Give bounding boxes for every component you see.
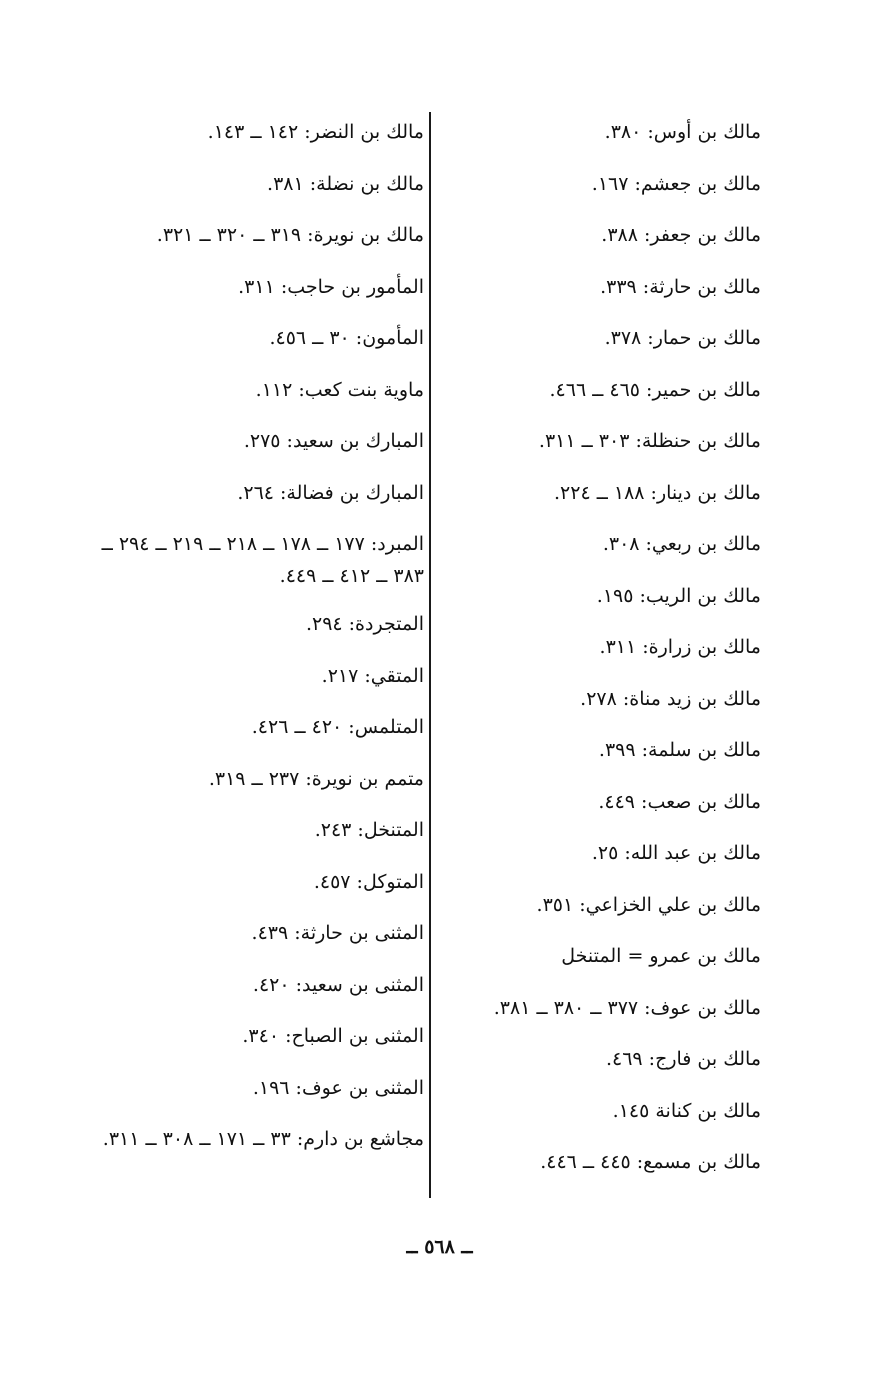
index-entry: المأمون: ٣٠ ــ ٤٥٦.: [269, 327, 424, 349]
index-entry: المتقي: ٢١٧.: [321, 664, 424, 687]
index-entry: المثنى بن سعيد: ٤٢٠.: [252, 973, 424, 996]
index-entry: مالك بن نويرة: ٣١٩ ــ ٣٢٠ ــ ٣٢١.: [156, 224, 424, 246]
index-entry: المبارك بن فضالة: ٢٦٤.: [237, 481, 424, 504]
index-entry: مالك بن عوف: ٣٧٧ ــ ٣٨٠ ــ ٣٨١.: [493, 996, 761, 1019]
index-entry: مالك بن جعشم: ١٦٧.: [591, 172, 761, 195]
index-entry: مالك بن النضر: ١٤٢ ــ ١٤٣.: [207, 121, 424, 143]
index-entry: مالك بن علي الخزاعي: ٣٥١.: [536, 893, 761, 916]
index-entry: مالك بن ربعي: ٣٠٨.: [602, 533, 761, 555]
index-entry: مالك بن دينار: ١٨٨ ــ ٢٢٤.: [553, 481, 761, 504]
index-entry: مالك بن عبد الله: ٢٥.: [591, 842, 761, 864]
index-entry: مالك بن نضلة: ٣٨١.: [267, 172, 424, 195]
index-entry: المبارك بن سعيد: ٢٧٥.: [243, 430, 424, 452]
index-entry: مالك بن أوس: ٣٨٠.: [604, 121, 761, 143]
index-entry: ماوية بنت كعب: ١١٢.: [255, 378, 424, 401]
index-entry: مالك بن سلمة: ٣٩٩.: [598, 739, 761, 761]
index-entry: مالك بن عمرو = المتنخل: [561, 945, 761, 967]
index-entry: مالك بن زرارة: ٣١١.: [599, 636, 761, 658]
index-entry: مالك بن كنانة ١٤٥.: [612, 1099, 761, 1122]
index-entry: مالك بن جعفر: ٣٨٨.: [601, 224, 761, 246]
index-entry: المتجردة: ٢٩٤.: [305, 613, 424, 635]
index-entry: المتنخل: ٢٤٣.: [314, 819, 424, 841]
index-entry: المتلمس: ٤٢٠ ــ ٤٢٦.: [251, 716, 424, 738]
index-entry: مالك بن حارثة: ٣٣٩.: [600, 275, 761, 298]
index-entry: المثنى بن عوف: ١٩٦.: [252, 1076, 424, 1099]
index-entry: مالك بن صعب: ٤٤٩.: [598, 790, 761, 813]
index-entry: مالك بن فارج: ٤٦٩.: [605, 1048, 761, 1070]
index-entry: مالك بن مسمع: ٤٤٥ ــ ٤٤٦.: [540, 1151, 761, 1173]
left-index-column: [94, 112, 424, 1167]
index-entry: المثنى بن حارثة: ٤٣٩.: [251, 922, 424, 944]
index-entry: المتوكل: ٤٥٧.: [313, 870, 424, 893]
index-entry: المأمور بن حاجب: ٣١١.: [238, 275, 424, 298]
index-entry: مالك بن حمير: ٤٦٥ ــ ٤٦٦.: [549, 378, 761, 401]
index-entry: المثنى بن الصباح: ٣٤٠.: [242, 1025, 424, 1047]
index-entry: مالك بن حمار: ٣٧٨.: [604, 327, 761, 349]
index-entry: مالك بن زيد مناة: ٢٧٨.: [580, 687, 761, 710]
index-entry: مجاشع بن دارم: ٣٣ ــ ١٧١ ــ ٣٠٨ ــ ٣١١.: [102, 1128, 424, 1150]
column-divider: [429, 112, 431, 1198]
right-index-column: [431, 112, 761, 1194]
index-entry: متمم بن نويرة: ٢٣٧ ــ ٣١٩.: [208, 767, 424, 790]
index-entry: المبرد: ١٧٧ ــ ١٧٨ ــ ٢١٨ ــ ٢١٩ ــ ٢٩٤ ــ ٣٨٣ ــ ٤١٢ ــ ٤٤٩.: [101, 533, 424, 587]
index-entry: مالك بن الريب: ١٩٥.: [596, 584, 761, 607]
page-number: ــ ٥٦٨ ــ: [406, 1236, 473, 1258]
index-entry: مالك بن حنظلة: ٣٠٣ ــ ٣١١.: [538, 430, 761, 452]
